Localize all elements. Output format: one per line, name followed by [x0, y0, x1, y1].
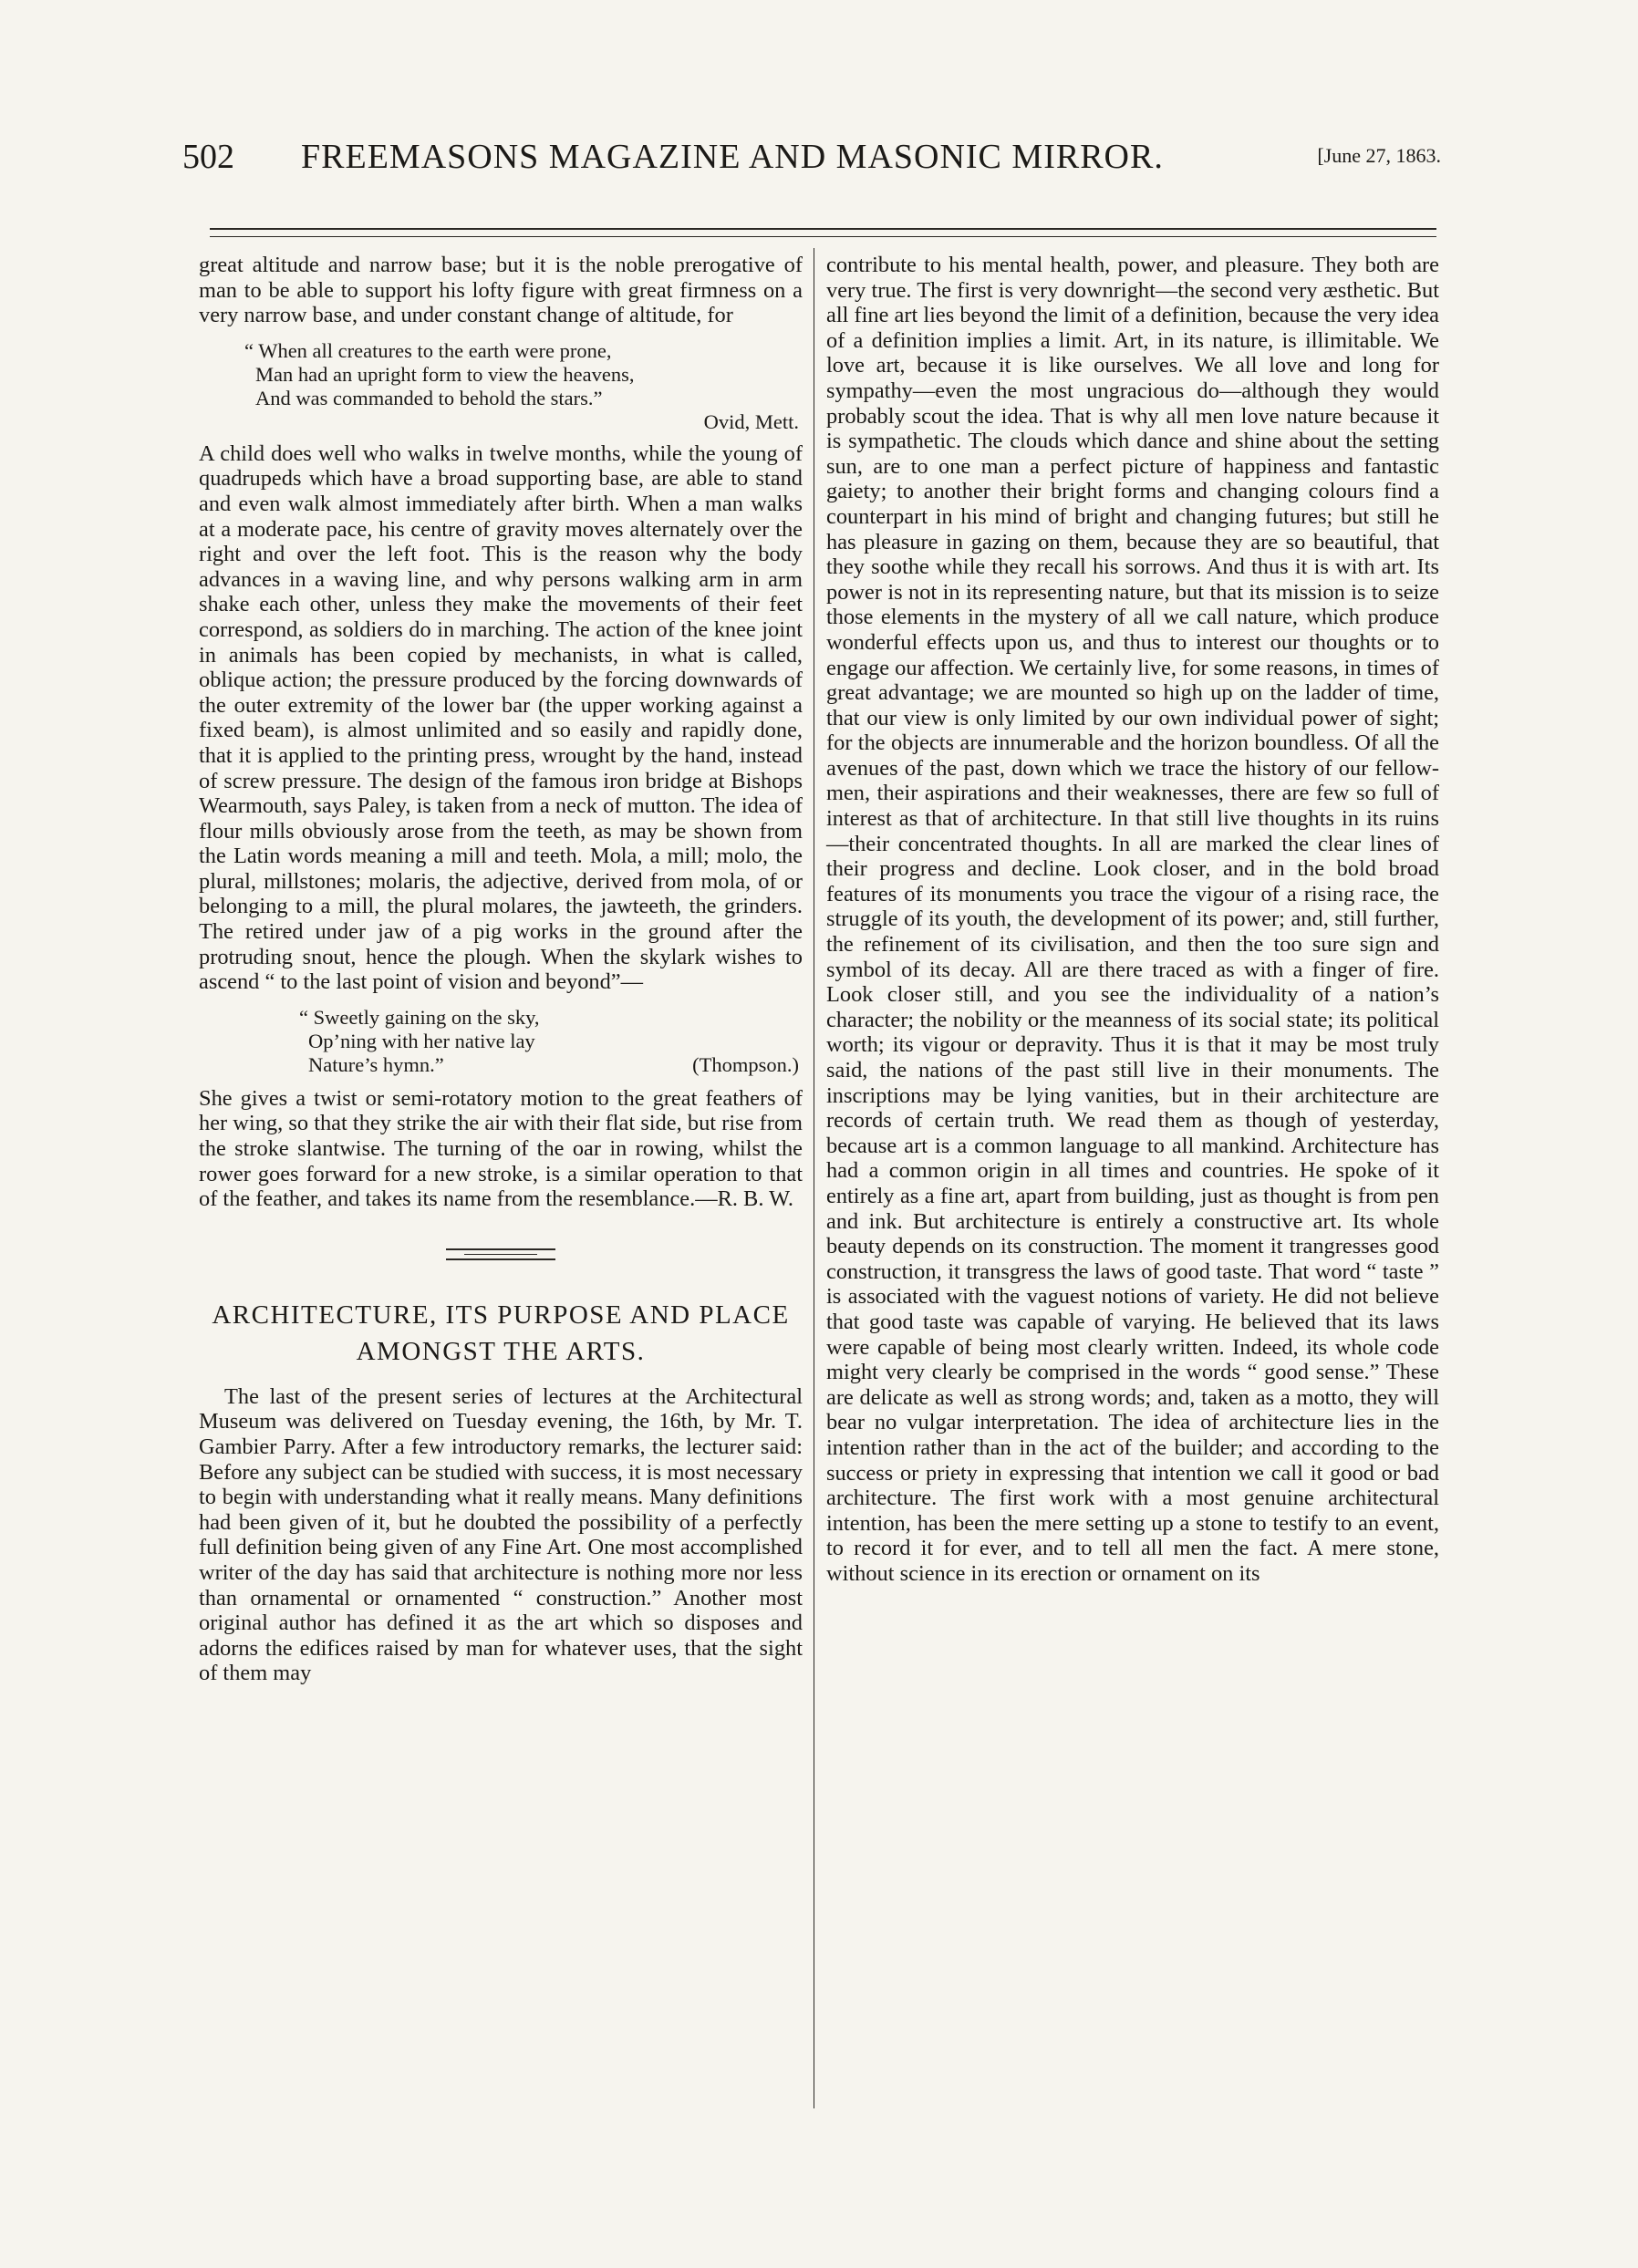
article-title-line: AMONGST THE ARTS. — [356, 1336, 646, 1366]
left-column — [199, 253, 803, 1686]
continued-paragraph: great altitude and narrow base; but it is the noble prerogative of man to be able to support his lofty figure with great firmness on a very narrow base, and under constant change of altitude, for — [199, 253, 803, 328]
masthead-title: FREEMASONS MAGAZINE AND MASONIC MIRROR. — [301, 138, 1164, 176]
verse-attribution: Ovid, Mett. — [703, 409, 799, 433]
article-paragraph: contribute to his mental health, power, and pleasure. They both are very true. The first is very downright—the second very æsthetic. But all fine art lies beyond the limit of a definition, because the very idea of a definition implies a limit. Art, in its nature, is illimitable. We love art, because it is like ourselves. We all love and long for sympathy—even the most ungracious do—although they would probably scout the idea. That is why all men love nature because it is sympathetic. The clouds which dance and shine about the setting sun, are to one man a perfect picture of happiness and fantastic gaiety; to another their bright forms and changing colours find a counterpart in his mind of bright and changing futures; but still he has pleasure in gazing on them, because they are so beautiful, that they soothe while they recall his sorrows. And thus it is with art. Its power is not in its representing nature, but that its mission is to seize those elements in the mystery of all we call nature, which produce wonderful effects upon us, and thus to interest our thoughts or to engage our affection. We certainly live, for some reasons, in times of great advantage; we are mounted so high up on the ladder of time, that our view is only limited by our own individual power of sight; for the objects are innumerable and the horizon boundless. Of all the avenues of the past, down which we trace the history of our fellow-men, their aspirations and their weaknesses, there are few so full of interest as that of architecture. In that still live thoughts in its ruins—their concentrated thoughts. In all are marked the clear lines of their progress and decline. Look closer, and in the bold broad features of its monuments you trace the vigour of a rising race, the struggle of its youth, the development of its power; and, still further, the refinement of its civilisation, and then the too sure sign and symbol of its decay. All are there traced as with a finger of fire. Look closer still, and you see the individuality of a nation’s character; the nobility or the meanness of its social state; its political worth; its vigour or depravity. Thus it is that it may be most truly said, the nations of the past still live in their monuments. The inscriptions may be lying vanities, but in their architecture are records of certain truth. We read them as though of yesterday, because art is a common language to all mankind. Architecture has had a common origin in all times and countries. He spoke of it entirely as a fine art, apart from building, just as thought is from pen and ink. But architecture is entirely a constructive art. Its whole beauty depends on its construction. The moment it trangresses good construction, it transgress the laws of good taste. That word “ taste ” is associated with the vaguest notions of variety. He did not believe that good taste was capable of varying. He believed that its laws were capable of being most clearly written. Indeed, its whole code might very clearly be comprised in the words “ good sense.” These are delicate as well as strong words; and, taken as a motto, they will bear no vulgar interpretation. The idea of architecture lies in the intention rather than in the act of the builder; and according to the success or priety in expressing that intention we call it good or bad architecture. The first work with a most genuine architectural intention, has been the mere setting up a stone to testify to an event, to record it for ever, and to tell all men the fact. A mere stone, without science in its erection or ornament on its — [826, 253, 1439, 1586]
header-rule-thin — [210, 236, 1436, 237]
right-column — [826, 253, 1439, 1586]
verse-line: And was commanded to behold the stars.” — [255, 386, 603, 409]
verse-line: Op’ning with her native lay — [308, 1029, 535, 1052]
page-header — [182, 137, 1441, 192]
verse-line: “ Sweetly gaining on the sky, — [299, 1005, 540, 1029]
thompson-quotation — [299, 1006, 803, 1077]
body-paragraph: She gives a twist or semi-rotatory motion to the great feathers of her wing, so that they strike the air with their flat side, but rise from the stroke slantwise. The turning of the oar in rowing, whilst the rower goes forward for a new stroke, is a similar operation to that of the feather, and takes its name from the resemblance.—R. B. W. — [199, 1085, 803, 1212]
article-title-line: ARCHITECTURE, ITS PURPOSE AND PLACE — [212, 1300, 790, 1330]
article-title — [199, 1297, 803, 1370]
ovid-quotation — [244, 339, 803, 434]
verse-line: Nature’s hymn.” — [308, 1052, 444, 1076]
issue-date: [June 27, 1863. — [1317, 144, 1441, 167]
header-rule-thick — [210, 228, 1436, 230]
verse-attribution: (Thompson.) — [692, 1052, 799, 1076]
verse-line: Man had an upright form to view the heavens, — [255, 362, 635, 386]
section-separator — [446, 1248, 555, 1260]
verse-line: “ When all creatures to the earth were prone, — [244, 338, 612, 362]
article-paragraph: The last of the present series of lectures at the Architectural Museum was delivered on Tuesday evening, the 16th, by Mr. T. Gambier Parry. After a few introductory remarks, the lecturer said: Before any subject can be studied with success, it is most necessary to begin with understanding what it really means. Many definitions had been given of it, but he doubted the possibility of a perfectly full definition being given of any Fine Art. One most accomplished writer of the day has said that architecture is nothing more nor less than ornamental or ornamented “ construction.” Another most original author has defined it as the art which so disposes and adorns the edifices raised by man for whatever uses, that the sight of them may — [199, 1383, 803, 1686]
page-number: 502 — [182, 138, 234, 176]
body-paragraph: A child does well who walks in twelve months, while the young of quadrupeds which have a broad supporting base, are able to stand and even walk almost immediately after birth. When a man walks at a moderate pace, his centre of gravity moves alternately over the right and over the left foot. This is the reason why the body advances in a waving line, and why persons walking arm in arm shake each other, unless they make the movements of their feet correspond, as soldiers do in marching. The action of the knee joint in animals has been copied by mechanists, in what is called, oblique action; the pressure produced by the forcing downwards of the outer extremity of the lower bar (the upper working against a fixed beam), is almost unlimited and so easily and rapidly done, that it is applied to the printing press, wrought by the hand, instead of screw pressure. The design of the famous iron bridge at Bishops Wearmouth, says Paley, is taken from a neck of mutton. The idea of flour mills obviously arose from the teeth, as may be shown from the Latin words meaning a mill and teeth. Mola, a mill; molo, the plural, millstones; molaris, the adjective, derived from mola, of or belonging to a mill, the plural molares, the jawteeth, the grinders. The retired under jaw of a pig works in the ground after the protruding snout, hence the plough. When the skylark wishes to ascend “ to the last point of vision and beyond”— — [199, 440, 803, 995]
